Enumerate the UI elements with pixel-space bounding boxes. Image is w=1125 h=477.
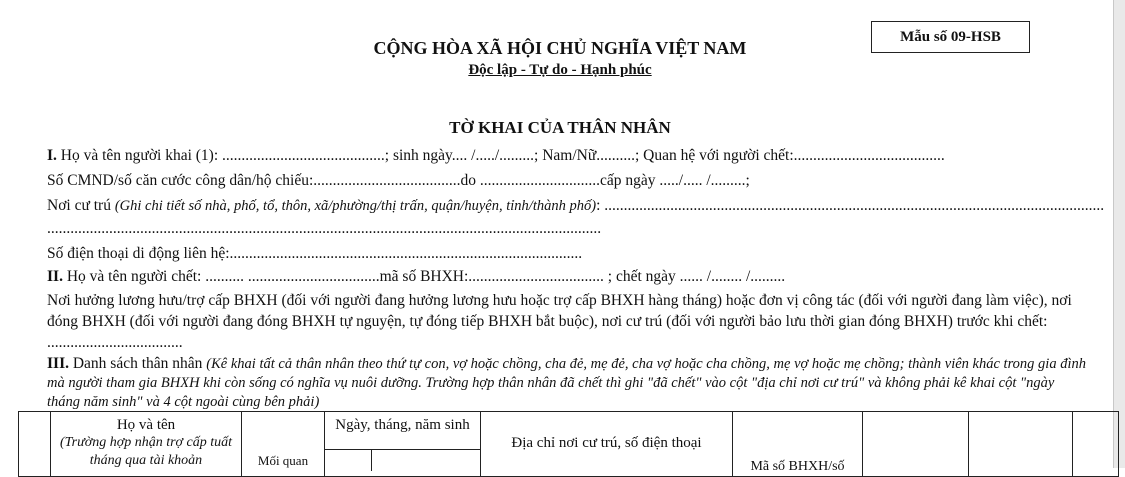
table-cell bbox=[863, 412, 969, 477]
residence-label: Nơi cư trú bbox=[47, 197, 115, 214]
residence-line bbox=[47, 197, 1104, 215]
page-shadow bbox=[1114, 0, 1125, 468]
national-motto: Độc lập - Tự do - Hạnh phúc bbox=[468, 62, 652, 78]
relatives-list-paragraph bbox=[47, 354, 1087, 412]
table-header-bhxh: Mã số BHXH/số bbox=[733, 412, 863, 477]
declarant-name-line bbox=[47, 147, 945, 165]
table-header-relation: Mối quan bbox=[242, 412, 325, 477]
residence-note: (Ghi chi tiết số nhà, phố, tổ, thôn, xã/phường/thị trấn, quận/huyện, tỉnh/thành phố) bbox=[114, 198, 597, 214]
phone-line: Số điện thoại di động liên hệ:........................................................................................... bbox=[47, 245, 583, 262]
table-header-dob bbox=[325, 412, 481, 477]
form-code-box: Mẫu số 09-HSB bbox=[871, 21, 1030, 53]
name-header-title: Họ và tên bbox=[116, 417, 176, 433]
name-header-note: (Trường hợp nhận trợ cấp tuất tháng qua tài khoản bbox=[59, 435, 232, 468]
relatives-list-note: (Kê khai tất cả thân nhân theo thứ tự con, vợ hoặc chồng, cha đẻ, mẹ đẻ, cha vợ hoặc cha chồng, mẹ vợ hoặc mẹ chồng; thành viên khác trong gia đình mà người tham gia BHXH khi còn sống có nghĩa vụ nuôi dưỡng. Trường hợp thân nhân đã chết thì ghi "đã chết" vào cột "địa chỉ nơi cư trú" và không phải kê khai cột "ngày tháng năm sinh" và 4 cột ngoài cùng bên phải) bbox=[47, 356, 1086, 410]
deceased-name-text: Họ và tên người chết: .......... ..................................mã số BHXH:................................... ; chết ngày ...... /........ /......... bbox=[62, 268, 786, 285]
nation-title: CỘNG HÒA XÃ HỘI CHỦ NGHĨA VIỆT NAM bbox=[373, 38, 747, 58]
section-number: III. bbox=[47, 355, 69, 372]
section-number: II. bbox=[47, 268, 63, 285]
residence-dots: : ................................................................................................................................. bbox=[596, 197, 1105, 214]
dob-header-label: Ngày, tháng, năm sinh bbox=[325, 412, 480, 450]
table-header-name bbox=[51, 412, 242, 477]
id-card-line: Số CMND/số căn cước công dân/hộ chiếu:......................................do ...............................cấp ngày ...../..... /.........; bbox=[47, 172, 750, 189]
section-number: I. bbox=[47, 147, 57, 164]
table-cell bbox=[1073, 412, 1119, 477]
declarant-name-text: Họ và tên người khai (1): ..........................................; sinh ngày.... /...../.........; Nam/Nữ..........; Quan hệ với người chết:....................................... bbox=[56, 147, 945, 164]
residence-continuation: ............................................................................................................................................... bbox=[47, 220, 602, 237]
relatives-list-label: Danh sách thân nhân bbox=[68, 355, 207, 372]
table-header-address: Địa chỉ nơi cư trú, số điện thoại bbox=[481, 412, 733, 477]
table-cell bbox=[969, 412, 1073, 477]
pension-place-paragraph: Nơi hưởng lương hưu/trợ cấp BHXH (đối với người đang hưởng lương hưu hoặc trợ cấp BHXH hàng tháng) hoặc đơn vị công tác (đối với người đang làm việc), nơi đóng BHXH (đối với người đang đóng BHXH tự nguyện, tự đóng tiếp BHXH bắt buộc), nơi cư trú (đối với người bảo lưu thời gian đóng BHXH) trước khi chết: ................................... bbox=[47, 292, 1072, 351]
document-title: TỜ KHAI CỦA THÂN NHÂN bbox=[449, 118, 671, 137]
relatives-table bbox=[18, 411, 1119, 477]
table-cell bbox=[19, 412, 51, 477]
deceased-name-line bbox=[47, 268, 785, 286]
